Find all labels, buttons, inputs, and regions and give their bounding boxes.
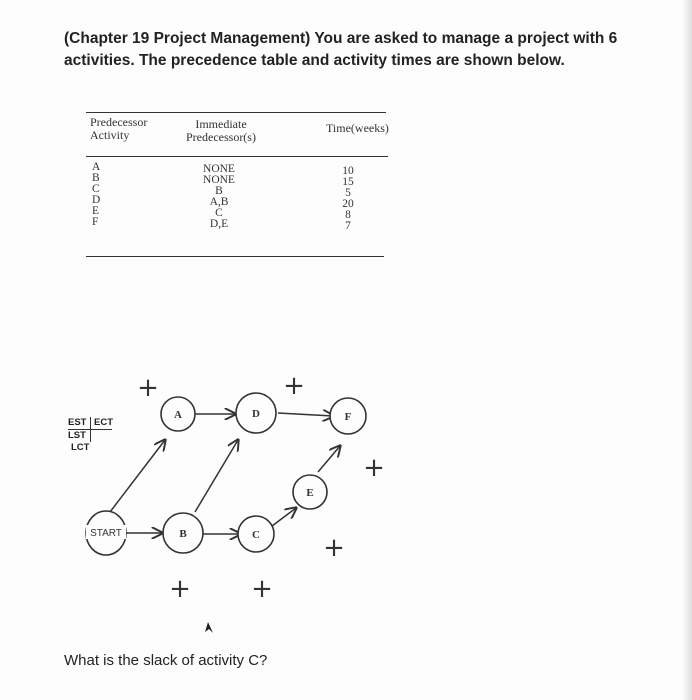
node-start-label: START: [90, 528, 122, 539]
time-cell: 5: [345, 187, 351, 199]
predecessor-cell: C: [215, 207, 223, 219]
activity-cell: D: [92, 194, 101, 206]
activity-cell: F: [92, 216, 99, 228]
plus-marker-f: +: [363, 453, 385, 483]
header-activity-line1: Predecessor: [90, 115, 148, 129]
legend-ect: ECT: [94, 417, 113, 428]
footer-question: What is the slack of activity C?: [64, 652, 268, 669]
predecessor-cell: NONE: [203, 163, 235, 175]
mouse-cursor-icon: [205, 622, 213, 633]
node-a-label: A: [174, 409, 182, 421]
header-time: Time(weeks): [326, 121, 389, 135]
plus-marker-d: +: [283, 371, 305, 401]
time-cell: 10: [342, 165, 354, 177]
node-d-label: D: [252, 408, 260, 420]
arrow-d-f: [278, 413, 333, 416]
time-cell: 8: [345, 209, 351, 221]
predecessor-cell: NONE: [203, 174, 235, 186]
arrow-e-f: [318, 446, 340, 472]
plus-marker-a: +: [137, 373, 159, 403]
node-c-label: C: [252, 529, 260, 541]
plus-marker-b: +: [169, 574, 191, 604]
legend-lct: LCT: [71, 442, 90, 453]
activity-cell: B: [92, 172, 100, 184]
activity-cell: A: [92, 161, 101, 173]
node-e-label: E: [306, 487, 314, 499]
activity-cell: C: [92, 183, 100, 195]
plus-marker-c: +: [251, 574, 273, 604]
header-pred-line1: Immediate: [195, 117, 247, 131]
header-pred-line2: Predecessor(s): [186, 130, 256, 144]
time-cell: 7: [345, 220, 351, 232]
question-text: (Chapter 19 Project Management) You are asked to manage a project with 6 activities. The precedence table and activity times are shown below.: [64, 30, 618, 69]
arrow-b-d: [195, 440, 238, 512]
arrow-start-a: [110, 440, 165, 512]
legend-est: EST: [68, 417, 91, 429]
legend-lst: LST: [68, 430, 91, 442]
predecessor-cell: A,B: [209, 196, 229, 208]
time-cell: 15: [342, 176, 354, 188]
node-f-label: F: [344, 411, 352, 423]
activity-cell: E: [92, 205, 100, 217]
predecessor-cell: D,E: [209, 218, 229, 230]
predecessor-cell: B: [215, 185, 223, 197]
time-cell: 20: [342, 198, 354, 210]
page-edge-shadow: [682, 0, 692, 700]
plus-marker-e: +: [323, 533, 345, 563]
arrow-c-e: [272, 508, 296, 526]
node-b-label: B: [179, 528, 187, 540]
header-activity-line2: Activity: [90, 128, 130, 142]
